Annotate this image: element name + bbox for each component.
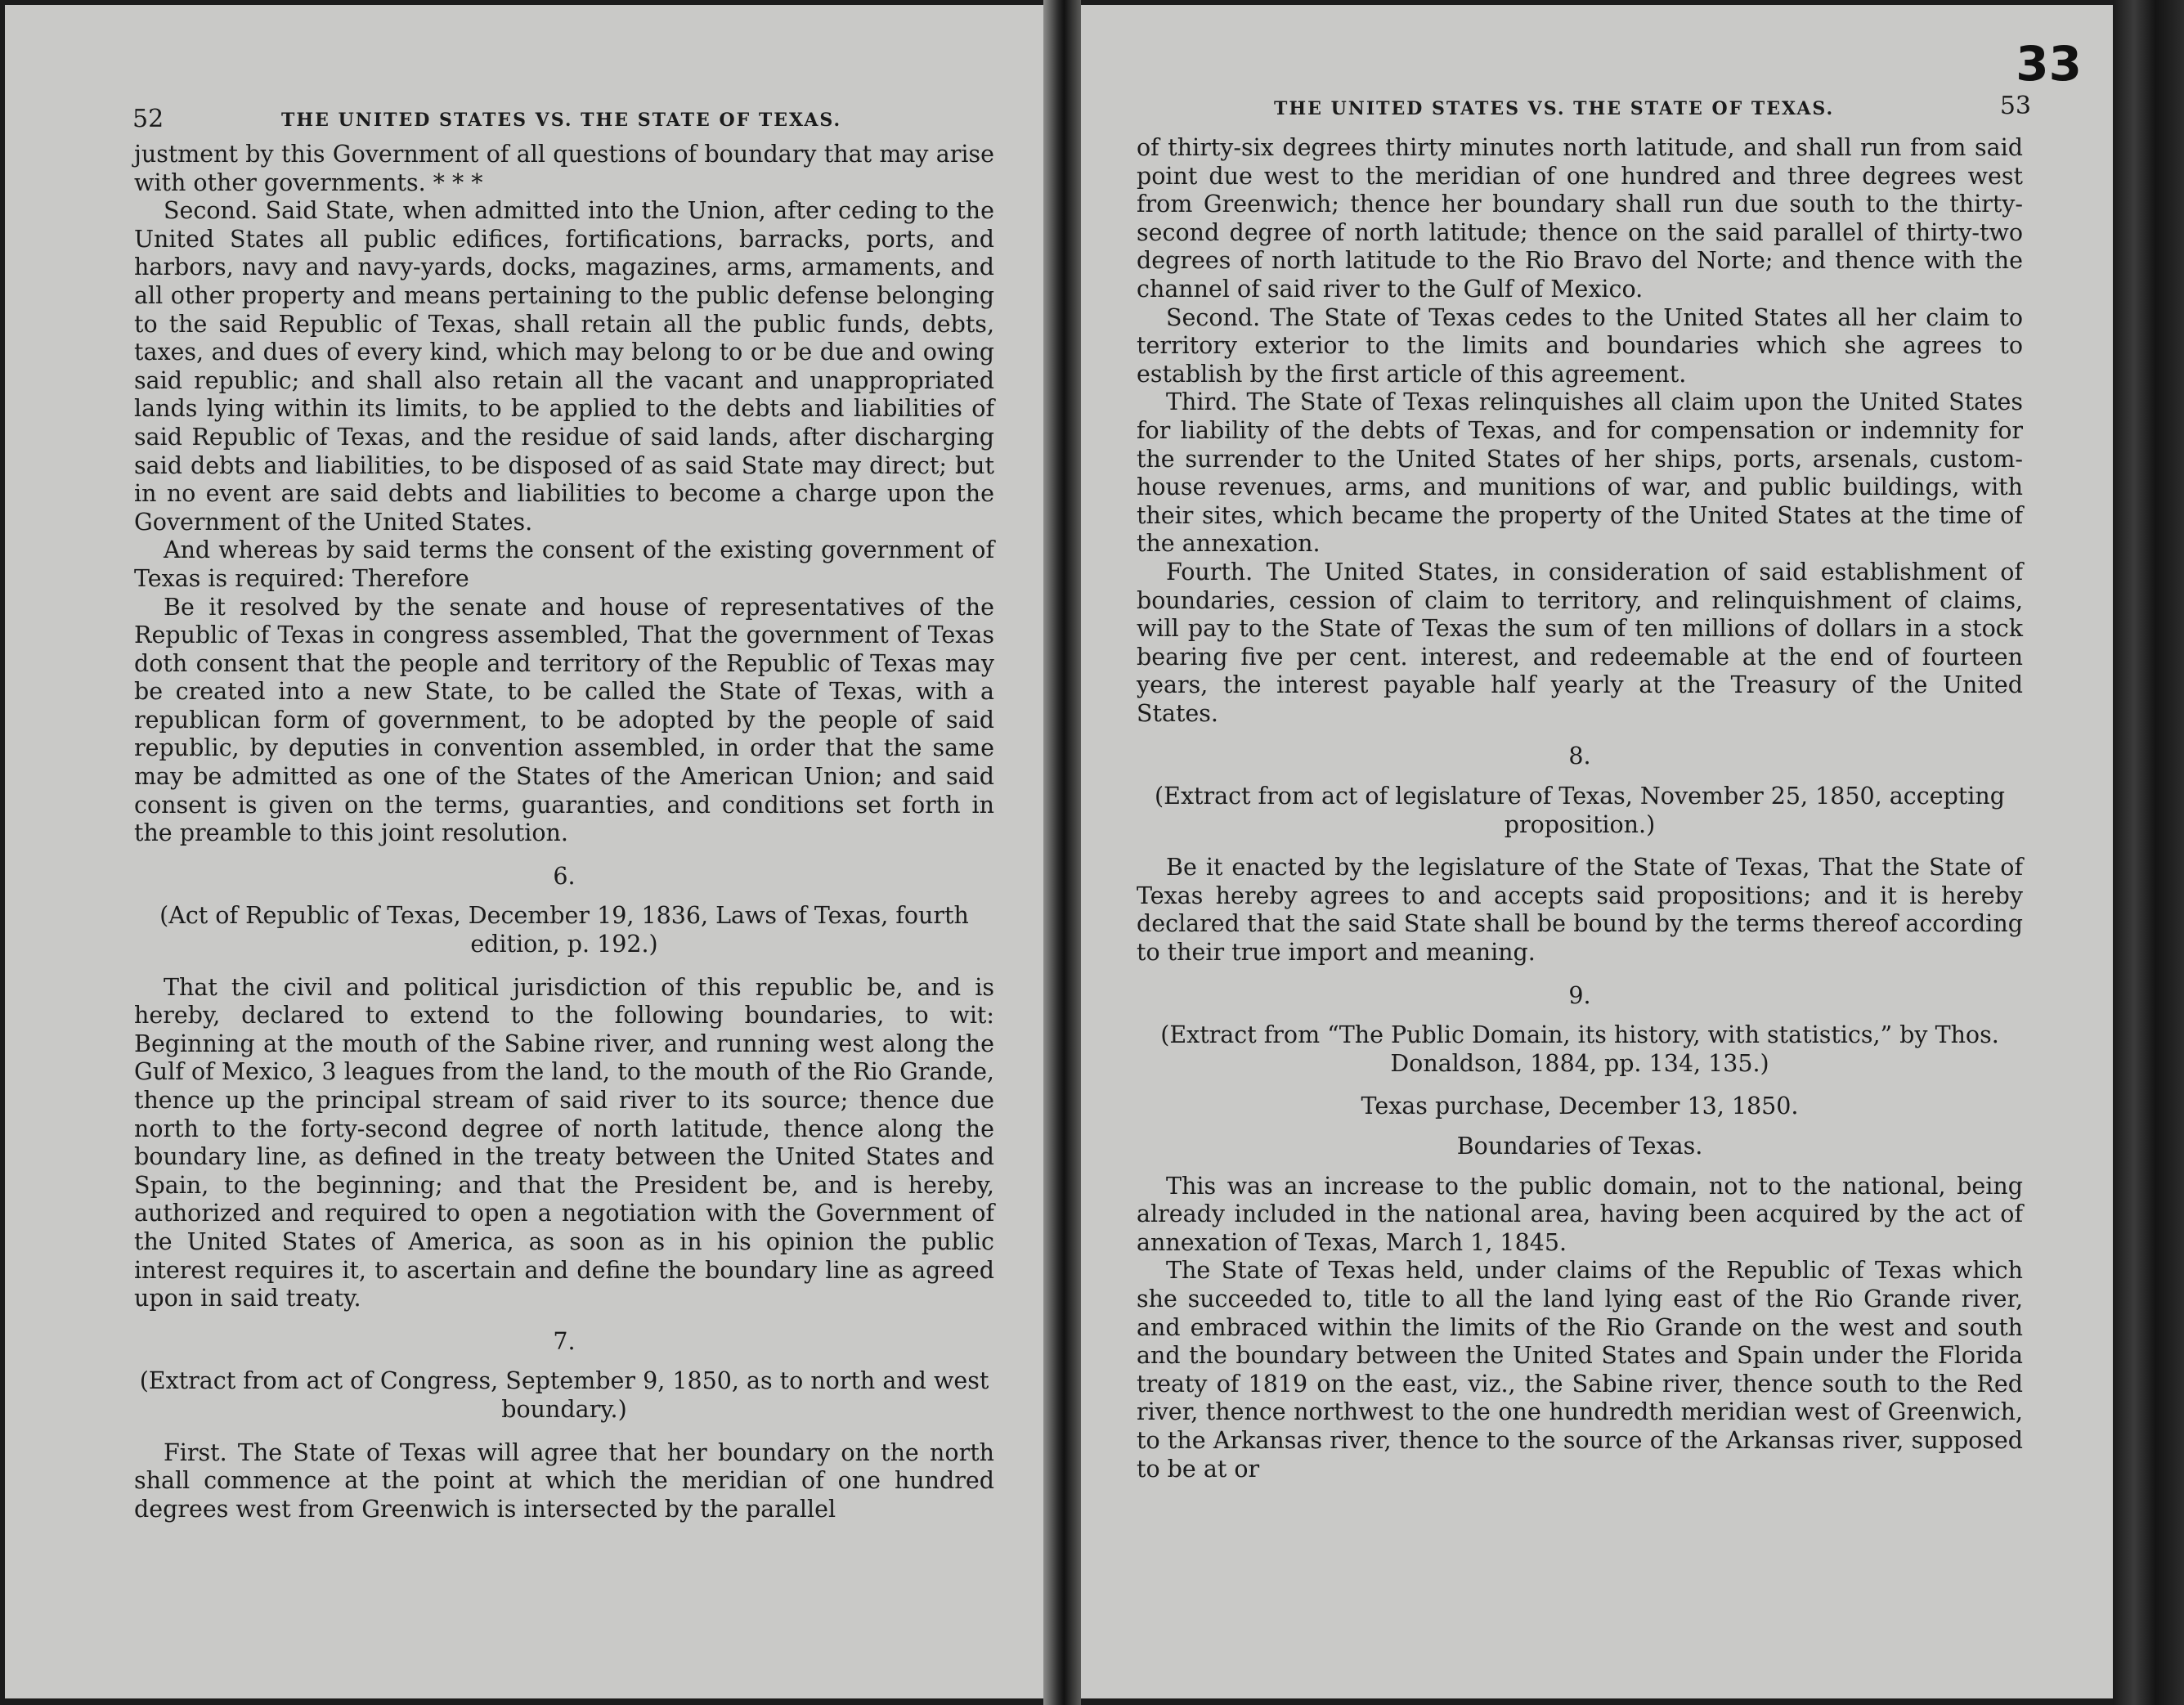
section-caption: (Act of Republic of Texas, December 19, 1836, Laws of Texas, fourth edition, p. 192.) <box>159 902 969 958</box>
section-number: 6. <box>553 862 576 890</box>
paragraph: Be it enacted by the legislature of the State of Texas, That the State of Texas hereby agrees to and accepts said propositions; and it is hereby declared that the said State shall be bound by the terms thereof according to their true import and meaning. <box>1137 854 2023 967</box>
section-caption: (Extract from “The Public Domain, its history, with statistics,” by Thos. Donaldson, 1884, pp. 134, 135.) <box>1160 1021 1999 1077</box>
running-head: THE UNITED STATES VS. THE STATE OF TEXAS. <box>1274 98 1835 119</box>
subheading: Boundaries of Texas. <box>1456 1133 1703 1160</box>
paragraph: Fourth. The United States, in consideration of said establishment of boundaries, cession of claim to territory, and relinquishment of claims, will pay to the State of Texas the sum of ten millions of dollars in a stock bearing five per cent. interest, and redeemable at the end of fourteen years, the interest payable half yearly at the Treasury of the United States. <box>1137 558 2023 727</box>
book-gutter <box>1043 0 1081 1705</box>
paragraph: of thirty-six degrees thirty minutes north latitude, and shall run from said point due west to the meridian of one hundred and three degrees west from Greenwich; thence her boundary shall run due south to the thirty-second degree of north latitude; thence on the said parallel of thirty-two degrees of north latitude to the Rio Bravo del Norte; and thence with the channel of said river to the Gulf of Mexico. <box>1137 134 2023 303</box>
page-number: 52 <box>132 105 164 133</box>
section-caption: (Extract from act of legislature of Texas, November 25, 1850, accepting proposition.) <box>1155 783 2005 838</box>
page-number: 53 <box>1999 92 2031 120</box>
paragraph: That the civil and political jurisdiction of this republic be, and is hereby, declared to extend to the following boundaries, to wit: Beginning at the mouth of the Sabine river, and running west along the Gulf of Mexico, 3 leagues from the land, to the mouth of the Rio Grande, thence up the principal stream of said river to its source; thence due north to the forty-second degree of north latitude, thence along the boundary line, as defined in the treaty between the United States and Spain, to the beginning; and that the President be, and is hereby, authorized and required to open a negotiation with the Government of the United States of America, as soon as in his opinion the public interest requires it, to ascertain and define the boundary line as agreed upon in said treaty. <box>134 973 994 1312</box>
running-head: THE UNITED STATES VS. THE STATE OF TEXAS. <box>281 110 842 131</box>
section-number: 9. <box>1568 981 1591 1009</box>
paragraph: Be it resolved by the senate and house of representatives of the Republic of Texas in congress assembled, That the government of Texas doth consent that the people and territory of the Republic of Texas may be created into a new State, to be called the State of Texas, with a republican form of government, to be adopted by the people of said republic, by deputies in convention assembled, in order that the same may be admitted as one of the States of the American Union; and said consent is given on the terms, guaranties, and conditions set forth in the preamble to this joint resolution. <box>134 593 994 847</box>
section-number: 8. <box>1568 743 1591 770</box>
section-number: 7. <box>553 1327 576 1355</box>
right-page-header <box>1137 88 2031 134</box>
paragraph: Second. Said State, when admitted into the Union, after ceding to the United States all public edifices, fortifications, barracks, ports, and harbors, navy and navy-yards, docks, magazines, arms, armaments, and all other property and means pertaining to the public defense belonging to the said Republic of Texas, shall retain all the public funds, debts, taxes, and dues of every kind, which may belong to or be due and owing said republic; and shall also retain all the vacant and unappropriated lands lying within its limits, to be applied to the debts and liabilities of said Republic of Texas, and the residue of said lands, after discharging said debts and liabilities, to be disposed of as said State may direct; but in no event are said debts and liabilities to become a charge upon the Government of the United States. <box>134 197 994 536</box>
right-page <box>1081 5 2113 1698</box>
right-page-body <box>1137 134 2023 1483</box>
paragraph: This was an increase to the public domain, not to the national, being already included in the national area, having been acquired by the act of annexation of Texas, March 1, 1845. <box>1137 1172 2023 1256</box>
left-page-header <box>134 95 994 141</box>
paragraph: The State of Texas held, under claims of the Republic of Texas which she succeeded to, title to all the land lying east of the Rio Grande river, and embraced within the limits of the Rio Grande on the west and south and the boundary between the United States and Spain under the Florida treaty of 1819 on the east, viz., the Sabine river, thence south to the Red river, thence northwest to the one hundredth meridian west of Greenwich, to the Arkansas river, thence to the source of the Arkansas river, supposed to be at or <box>1137 1257 2023 1483</box>
section-caption: (Extract from act of Congress, September 9, 1850, as to north and west boundary.) <box>139 1367 989 1423</box>
paragraph: Second. The State of Texas cedes to the United States all her claim to territory exterior to the limits and boundaries which she agrees to establish by the first article of this agreement. <box>1137 303 2023 388</box>
stamped-folio-number: 33 <box>2016 36 2082 92</box>
paragraph: justment by this Government of all questions of boundary that may arise with other governments. * * * <box>134 141 994 196</box>
left-page <box>5 5 1043 1698</box>
book-edge <box>2113 0 2184 1705</box>
left-page-body <box>134 141 994 1523</box>
paragraph: First. The State of Texas will agree that her boundary on the north shall commence at the point at which the meridian of one hundred degrees west from Greenwich is intersected by the parallel <box>134 1438 994 1523</box>
paragraph: And whereas by said terms the consent of the existing government of Texas is required: Therefore <box>134 536 994 592</box>
subheading: Texas purchase, December 13, 1850. <box>1361 1093 1799 1120</box>
paragraph: Third. The State of Texas relinquishes all claim upon the United States for liability of the debts of Texas, and for compensation or indemnity for the surrender to the United States of her ships, ports, arsenals, custom-house revenues, arms, and munitions of war, and public buildings, with their sites, which became the property of the United States at the time of the annexation. <box>1137 388 2023 558</box>
